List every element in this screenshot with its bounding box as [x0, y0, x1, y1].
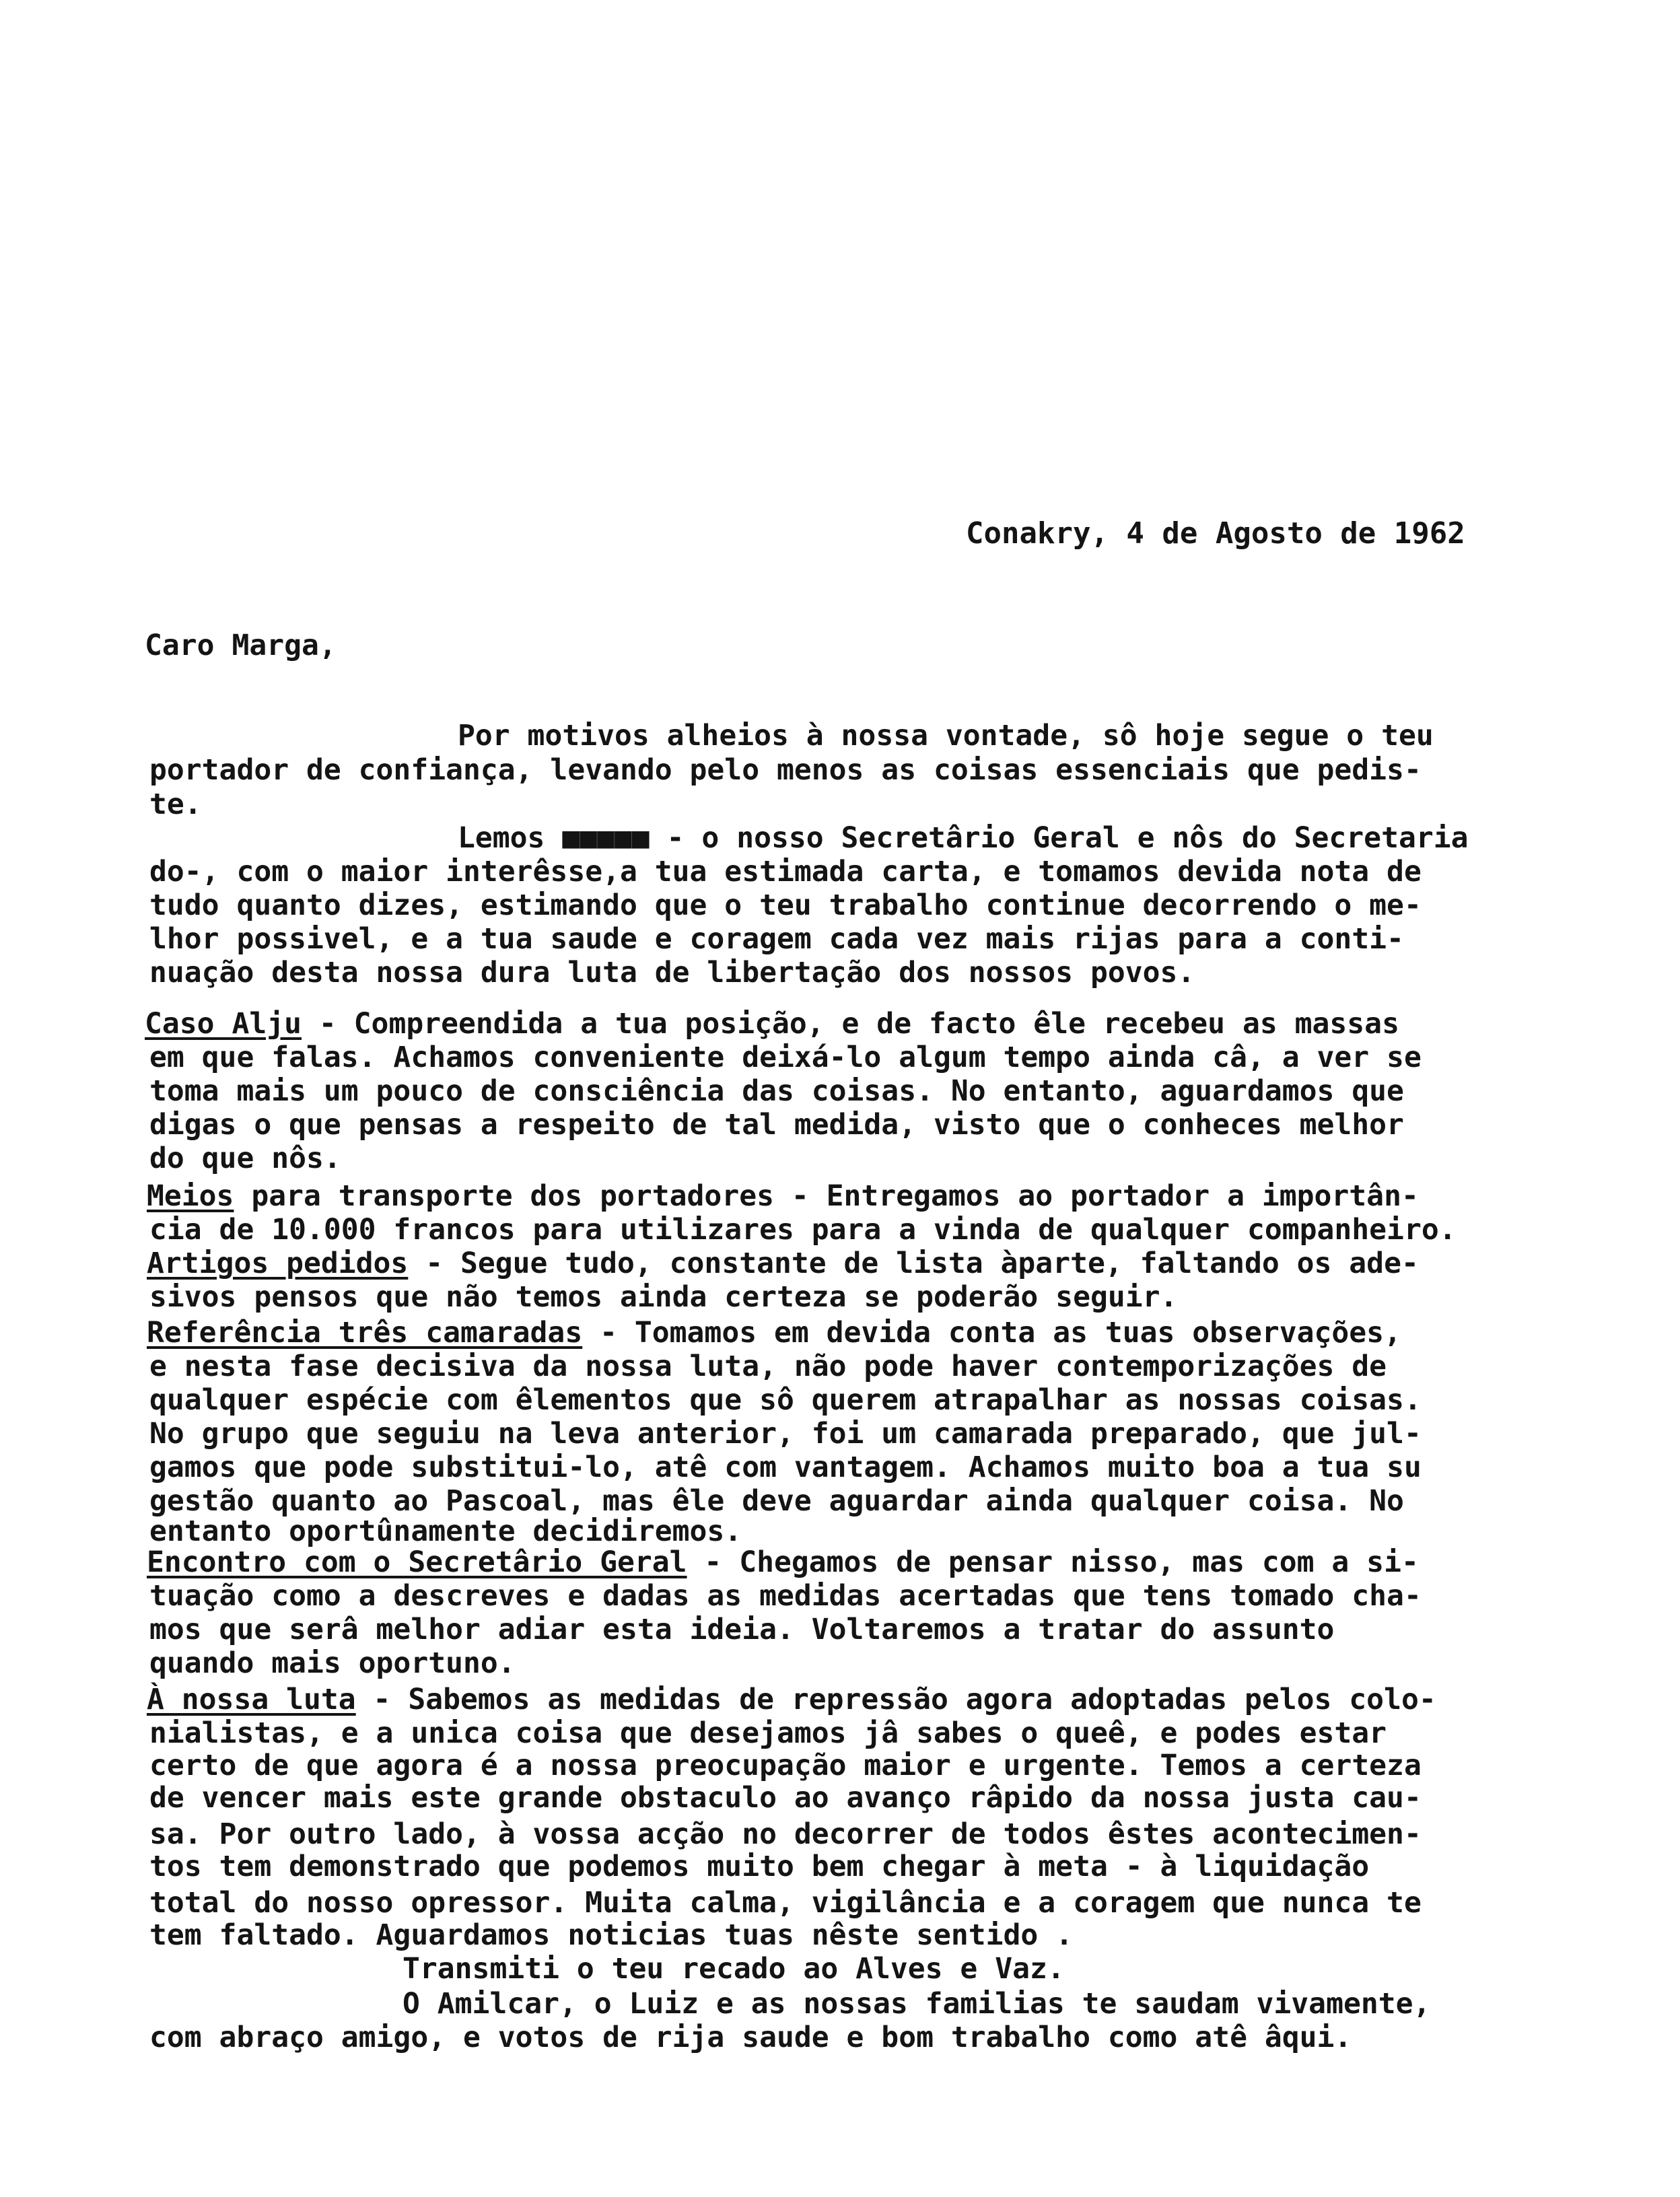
section-referencia-line-6: gestão quanto ao Pascoal, mas êle deve aguardar ainda qualquer coisa. No — [149, 1484, 1404, 1518]
section-meios-text: para transporte dos portadores - Entregamos ao portador a importân- — [234, 1179, 1419, 1213]
section-referencia-text: - Tomamos em devida conta as tuas observações, — [582, 1316, 1401, 1350]
section-meios-line-1 — [147, 1179, 1419, 1213]
section-alju-line-2: em que falas. Achamos conveniente deixá-lo algum tempo ainda câ, a ver se — [149, 1041, 1422, 1074]
section-encontro-line-2: tuação como a descreves e dadas as medidas acertadas que tens tomado cha- — [149, 1579, 1422, 1613]
section-artigos-text: - Segue tudo, constante de lista àparte, faltando os ade- — [408, 1247, 1419, 1280]
paragraph-1-line-2: portador de confiança, levando pelo menos as coisas essenciais que pedis- — [149, 753, 1422, 787]
section-luta-line-6: tos tem demonstrado que podemos muito bem chegar à meta - à liquidação — [149, 1850, 1370, 1883]
section-luta-line-5: sa. Por outro lado, à vossa acção no decorrer de todos êstes acontecimen- — [149, 1817, 1422, 1851]
section-luta-heading: À nossa luta — [147, 1683, 356, 1716]
section-alju-line-5: do que nôs. — [149, 1142, 341, 1175]
section-referencia-heading: Referência três camaradas — [147, 1316, 583, 1350]
section-luta-line-3: certo de que agora é a nossa preocupação maior e urgente. Temos a certeza — [149, 1749, 1422, 1782]
section-luta-line-1 — [147, 1683, 1436, 1716]
section-alju-line-1 — [145, 1007, 1399, 1041]
section-encontro-line-4: quando mais oportuno. — [149, 1646, 516, 1680]
section-alju-line-3: toma mais um pouco de consciência das coisas. No entanto, aguardamos que — [149, 1074, 1404, 1108]
section-alju-text: - Compreendida a tua posição, e de facto êle recebeu as massas — [302, 1007, 1399, 1041]
section-encontro-line-3: mos que serâ melhor adiar esta ideia. Voltaremos a tratar do assunto — [149, 1613, 1335, 1646]
section-alju-heading: Caso Alju — [145, 1007, 302, 1041]
section-luta-line-7: total do nosso opressor. Muita calma, vigilância e a coragem que nunca te — [149, 1886, 1422, 1920]
section-artigos-line-2: sivos pensos que não temos ainda certeza se poderão seguir. — [149, 1280, 1178, 1314]
section-meios-heading: Meios — [147, 1179, 234, 1213]
section-encontro-text: - Chegamos de pensar nisso, mas com a si- — [687, 1545, 1419, 1579]
section-encontro-line-1 — [147, 1545, 1419, 1579]
section-luta-line-8: tem faltado. Aguardamos noticias tuas nêste sentido . — [149, 1918, 1074, 1952]
section-luta-line-4: de vencer mais este grande obstaculo ao avanço râpido da nossa justa cau- — [149, 1781, 1422, 1815]
paragraph-2-line-1: Lemos ■■■■■ - o nosso Secretârio Geral e nôs do Secretaria — [458, 821, 1469, 855]
paragraph-2-line-4: lhor possivel, e a tua saude e coragem cada vez mais rijas para a conti- — [149, 922, 1404, 956]
section-meios-line-2: cia de 10.000 francos para utilizares para a vinda de qualquer companheiro. — [149, 1213, 1457, 1247]
closing-line-2: O Amilcar, o Luiz e as nossas familias te saudam vivamente, — [403, 1987, 1431, 2021]
section-alju-line-4: digas o que pensas a respeito de tal medida, visto que o conheces melhor — [149, 1108, 1404, 1142]
section-referencia-line-4: No grupo que seguiu na leva anterior, foi um camarada preparado, que jul- — [149, 1417, 1422, 1451]
section-artigos-line-1 — [147, 1247, 1419, 1280]
paragraph-1-line-3: te. — [149, 788, 202, 821]
section-referencia-line-7: entanto oportûnamente decidiremos. — [149, 1514, 742, 1548]
paragraph-2-line-5: nuação desta nossa dura luta de libertação dos nossos povos. — [149, 956, 1195, 989]
section-artigos-heading: Artigos pedidos — [147, 1247, 409, 1280]
section-referencia-line-2: e nesta fase decisiva da nossa luta, não pode haver contemporizações de — [149, 1350, 1387, 1383]
paragraph-1-line-1: Por motivos alheios à nossa vontade, sô hoje segue o teu — [458, 719, 1434, 753]
section-luta-text: - Sabemos as medidas de repressão agora adoptadas pelos colo- — [355, 1683, 1436, 1716]
paragraph-2-line-3: tudo quanto dizes, estimando que o teu trabalho continue decorrendo o me- — [149, 888, 1422, 922]
section-referencia-line-3: qualquer espécie com êlementos que sô querem atrapalhar as nossas coisas. — [149, 1383, 1422, 1417]
section-encontro-heading: Encontro com o Secretârio Geral — [147, 1545, 687, 1579]
section-referencia-line-5: gamos que pode substitui-lo, atê com vantagem. Achamos muito boa a tua su — [149, 1451, 1422, 1484]
salutation: Caro Marga, — [145, 629, 337, 662]
section-luta-line-2: nialistas, e a unica coisa que desejamos jâ sabes o queê, e podes estar — [149, 1716, 1387, 1750]
closing-line-1: Transmiti o teu recado ao Alves e Vaz. — [403, 1952, 1065, 1986]
paragraph-2-line-2: do-, com o maior interêsse,a tua estimada carta, e tomamos devida nota de — [149, 855, 1422, 888]
section-referencia-line-1 — [147, 1316, 1401, 1350]
place-date: Conakry, 4 de Agosto de 1962 — [966, 516, 1465, 551]
closing-line-3: com abraço amigo, e votos de rija saude e bom trabalho como atê âqui. — [149, 2021, 1352, 2054]
